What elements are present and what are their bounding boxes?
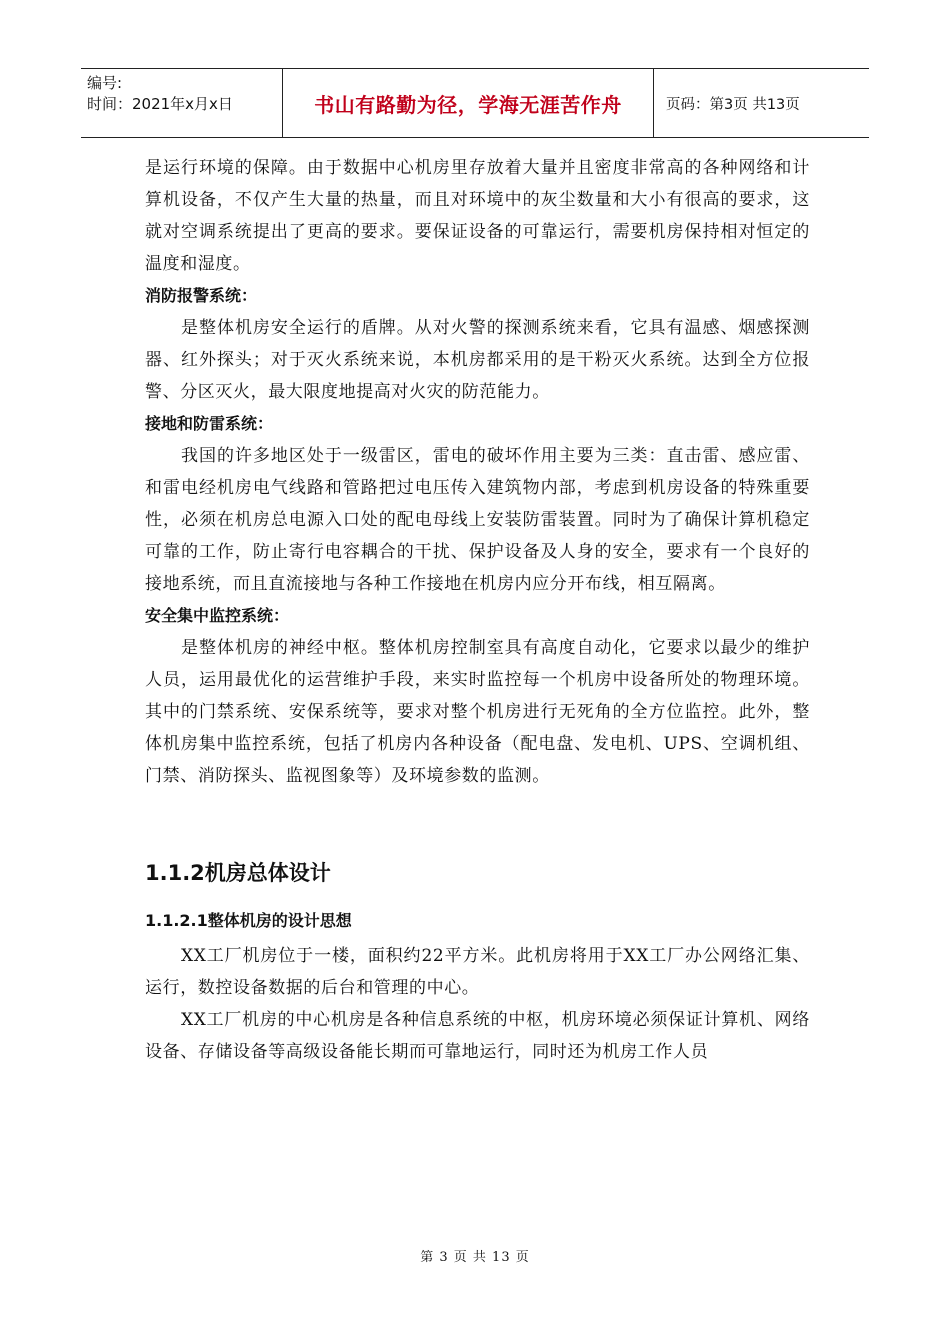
- paragraph-machine-room-location: XX工厂机房位于一楼，面积约22平方米。此机房将用于XX工厂办公网络汇集、运行，数控设备数据的后台和管理的中心。: [145, 946, 810, 998]
- section-heading: 1.1.2机房总体设计: [145, 861, 331, 885]
- header-page-info: 页码：第3页 共13页: [666, 96, 800, 113]
- page-footer: 第 3 页 共 13 页: [420, 1250, 530, 1265]
- page-header: [81, 68, 869, 138]
- subheading-grounding-lightning: 接地和防雷系统：: [145, 414, 274, 433]
- subsection-heading: 1.1.2.1整体机房的设计思想: [145, 911, 352, 930]
- header-motto: 书山有路勤为径，学海无涯苦作舟: [282, 69, 654, 137]
- paragraph-fire-alarm: 是整体机房安全运行的盾牌。从对火警的探测系统来看，它具有温感、烟感探测器、红外探头；对于灭火系统来说，本机房都采用的是干粉灭火系统。达到全方位报警、分区灭火，最大限度地提高对火灾的防范能力。: [145, 318, 810, 402]
- document-body: [145, 152, 810, 1068]
- document-number-label: 编号:: [87, 74, 123, 92]
- paragraph-monitoring: 是整体机房的神经中枢。整体机房控制室具有高度自动化，它要求以最少的维护人员，运用最优化的运营维护手段，来实时监控每一个机房中设备所处的物理环境。其中的门禁系统、安保系统等，要求对整个机房进行无死角的全方位监控。此外，整体机房集中监控系统，包括了机房内各种设备（配电盘、发电机、UPS、空调机组、门禁、消防探头、监视图象等）及环境参数的监测。: [145, 638, 810, 786]
- subheading-fire-alarm: 消防报警系统：: [145, 286, 258, 305]
- document-date: 时间：2021年x月x日: [87, 95, 233, 113]
- subheading-monitoring: 安全集中监控系统：: [145, 606, 290, 625]
- header-meta: [81, 69, 282, 137]
- paragraph-air-conditioning: 是运行环境的保障。由于数据中心机房里存放着大量并且密度非常高的各种网络和计算机设备，不仅产生大量的热量，而且对环境中的灰尘数量和大小有很高的要求，这就对空调系统提出了更高的要求。要保证设备的可靠运行，需要机房保持相对恒定的温度和湿度。: [145, 158, 810, 274]
- paragraph-grounding-lightning: 我国的许多地区处于一级雷区，雷电的破坏作用主要为三类：直击雷、感应雷、和雷电经机房电气线路和管路把过电压传入建筑物内部，考虑到机房设备的特殊重要性，必须在机房总电源入口处的配电母线上安装防雷装置。同时为了确保计算机稳定可靠的工作，防止寄行电容耦合的干扰、保护设备及人身的安全，要求有一个良好的接地系统，而且直流接地与各种工作接地在机房内应分开布线，相互隔离。: [145, 446, 810, 594]
- paragraph-central-room: XX工厂机房的中心机房是各种信息系统的中枢，机房环境必须保证计算机、网络设备、存储设备等高级设备能长期而可靠地运行，同时还为机房工作人员: [145, 1010, 810, 1062]
